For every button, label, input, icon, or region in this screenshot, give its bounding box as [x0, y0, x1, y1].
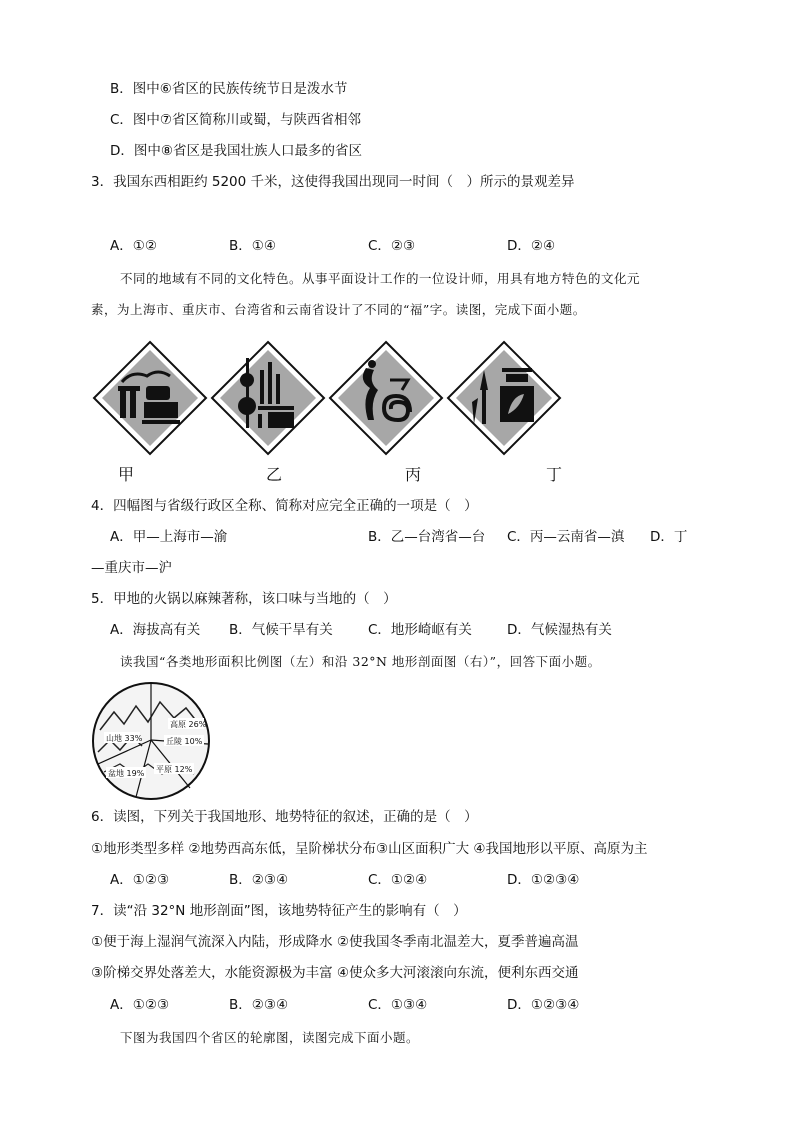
- fu-design-bing-figure: [328, 340, 444, 456]
- pie-label-plateau: 高原 26%: [170, 720, 207, 729]
- fu-design-ding-figure: [446, 340, 562, 456]
- passage-2: 读我国“各类地形面积比例图（左）和沿 32°N 地形剖面图（右）”，回答下面小题。: [120, 654, 601, 669]
- q4-option-c: C．丙—云南省—滇: [507, 529, 625, 545]
- fu-caption-jia: 甲: [118, 465, 135, 484]
- pie-label-basins: 盆地 19%: [108, 769, 145, 778]
- q3-option-b: B．①④: [229, 238, 276, 254]
- q4-option-d: D．丁: [650, 529, 688, 545]
- q7-option-b: B．②③④: [229, 997, 289, 1013]
- q4-option-a: A．甲—上海市—渝: [110, 529, 228, 545]
- q3-option-d: D．②④: [507, 238, 556, 254]
- passage-1-line-2: 素，为上海市、重庆市、台湾省和云南省设计了不同的“福”字。读图，完成下面小题。: [91, 302, 586, 317]
- q7-option-c: C．①③④: [368, 997, 428, 1013]
- fu-caption-bing: 丙: [405, 465, 422, 484]
- q7-option-a: A．①②③: [110, 997, 170, 1013]
- q4-option-d-continued: —重庆市—沪: [91, 560, 172, 576]
- q7-statements-line-1: ①便于海上湿润气流深入内陆，形成降水 ②使我国冬季南北温差大，夏季普遍高温: [91, 934, 579, 950]
- passage-3: 下图为我国四个省区的轮廓图，读图完成下面小题。: [120, 1030, 420, 1045]
- pie-label-plains: 平原 12%: [156, 765, 193, 774]
- q5-option-c: C．地形崎岖有关: [368, 622, 472, 638]
- q3-option-c: C．②③: [368, 238, 416, 254]
- q2-option-c: C．图中⑦省区简称川或蜀，与陕西省相邻: [110, 112, 362, 128]
- q5-option-d: D．气候湿热有关: [507, 622, 612, 638]
- q4-stem: 4．四幅图与省级行政区全称、简称对应完全正确的一项是（ ）: [91, 498, 478, 514]
- fu-caption-ding: 丁: [546, 465, 563, 484]
- terrain-area-pie-figure: [90, 680, 212, 802]
- q3-stem: 3．我国东西相距约 5200 千米，这使得我国出现同一时间（ ）所示的景观差异: [91, 174, 575, 190]
- q6-statements: ①地形类型多样 ②地势西高东低，呈阶梯状分布③山区面积广大 ④我国地形以平原、高原为主: [91, 841, 648, 857]
- fu-design-yi-figure: [210, 340, 326, 456]
- q2-option-d: D．图中⑧省区是我国壮族人口最多的省区: [110, 143, 362, 159]
- passage-1-line-1: 不同的地域有不同的文化特色。从事平面设计工作的一位设计师，用具有地方特色的文化元: [120, 271, 641, 286]
- q6-option-c: C．①②④: [368, 872, 428, 888]
- q5-option-a: A．海拔高有关: [110, 622, 201, 638]
- pie-label-hills: 丘陵 10%: [166, 737, 203, 746]
- q7-stem: 7．读“沿 32°N 地形剖面”图，该地势特征产生的影响有（ ）: [91, 903, 467, 919]
- q4-option-b: B．乙—台湾省—台: [368, 529, 486, 545]
- q5-stem: 5．甲地的火锅以麻辣著称，该口味与当地的（ ）: [91, 591, 397, 607]
- q7-statements-line-2: ③阶梯交界处落差大，水能资源极为丰富 ④使众多大河滚滚向东流，便利东西交通: [91, 965, 579, 981]
- q6-option-a: A．①②③: [110, 872, 170, 888]
- fu-caption-yi: 乙: [266, 465, 283, 484]
- fu-design-jia-figure: [92, 340, 208, 456]
- q6-option-b: B．②③④: [229, 872, 289, 888]
- q2-option-b: B．图中⑥省区的民族传统节日是泼水节: [110, 81, 348, 97]
- q6-option-d: D．①②③④: [507, 872, 580, 888]
- q7-option-d: D．①②③④: [507, 997, 580, 1013]
- q6-stem: 6．读图，下列关于我国地形、地势特征的叙述，正确的是（ ）: [91, 809, 478, 825]
- q5-option-b: B．气候干旱有关: [229, 622, 333, 638]
- pie-label-mountains: 山地 33%: [106, 734, 143, 743]
- q3-option-a: A．①②: [110, 238, 157, 254]
